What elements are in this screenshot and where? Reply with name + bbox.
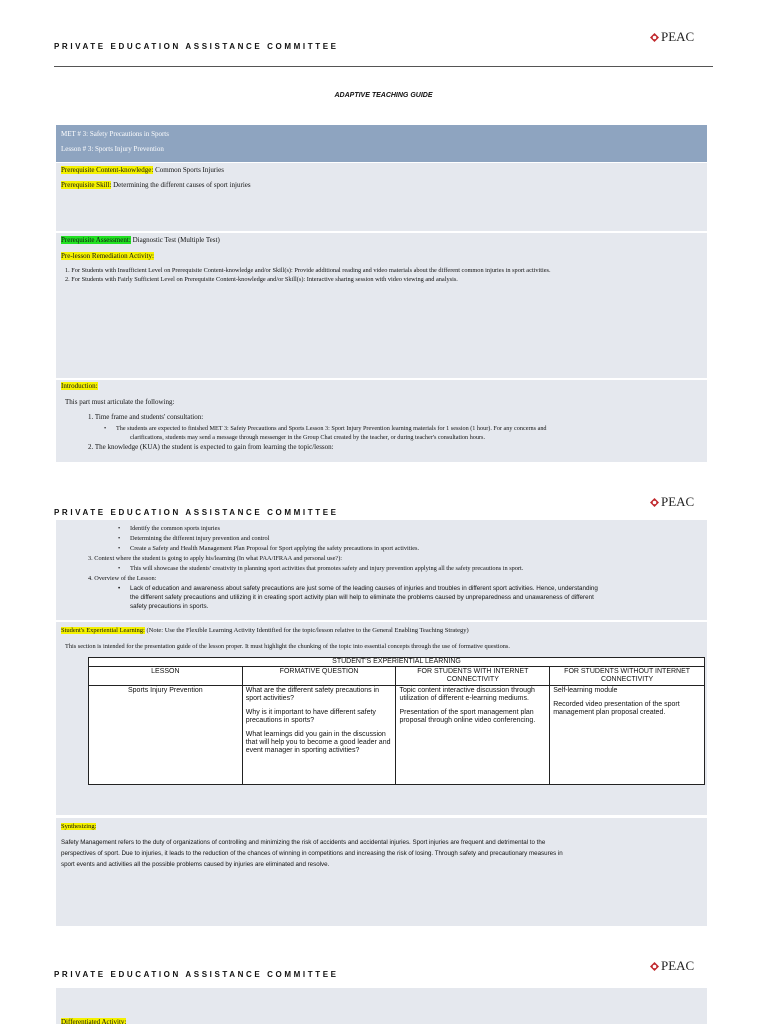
col-header-internet: FOR STUDENTS WITH INTERNET CONNECTIVITY	[396, 667, 550, 686]
prereq-content: Prerequisite Content-knowledge: Common Sports Injuries	[61, 166, 224, 174]
peac-logo-p2	[650, 494, 694, 510]
synth-line-1: Safety Management refers to the duty of organizations of controlling and minimizing the risk of accidents and accidental injuries. Sport injuries are frequent and detrimental to the	[61, 839, 546, 846]
kua-bullet-3: • Create a Safety and Health Management Plan Proposal for Sport applying the safety precautions in sport activities.	[118, 545, 420, 552]
overview-item: 4. Overview of the Lesson:	[88, 575, 157, 582]
cell-with-internet: Topic content interactive discussion through utilization of different e-learning mediums. Presentation of the sport management plan proposal through online video conferencing.	[396, 686, 550, 785]
lesson-title: Lesson # 3: Sports Injury Prevention	[61, 145, 164, 153]
intro-item-1: 1. Time frame and students' consultation:	[88, 413, 204, 421]
met-title: MET # 3: Safety Precautions in Sports	[61, 130, 169, 138]
org-name-p3: PRIVATE EDUCATION ASSISTANCE COMMITTEE	[54, 970, 339, 979]
peac-logo-text: PEAC	[661, 494, 695, 509]
context-item: 3. Context where the student is going to apply his/learning (In what PAA/IFRAA and personal use?):	[88, 555, 343, 562]
experiential-lead: This section is intended for the presentation guide of the lesson proper. It must highlight the chunking of the topic into essential concepts through the use of formative questions.	[65, 643, 510, 650]
met-band	[56, 125, 707, 162]
intro-lead: This part must articulate the following:	[65, 398, 175, 406]
synthesizing-label: Synthesizing:	[61, 823, 97, 830]
col-header-question: FORMATIVE QUESTION	[242, 667, 396, 686]
overview-bullet-cont-2: safety precautions in sports.	[130, 603, 209, 610]
peac-logo-p3	[650, 958, 694, 974]
experiential-table	[88, 657, 705, 785]
cell-lesson: Sports Injury Prevention	[89, 686, 243, 785]
next-section-label: Differentiated Activity:	[61, 1018, 127, 1024]
intro-item-1-bullet: • The students are expected to finished MET 3: Safety Precautions and Sports Lesson 3: Sport Injury Prevention learning materials for 1 session (1 hour). For any concerns and	[104, 425, 547, 432]
overview-bullet: • Lack of education and awareness about safety precautions are just some of the leading causes of injuries and troubles in different sport activities. Hence, understanding	[118, 585, 598, 592]
context-bullet: • This will showcase the students' creativity in planning sport activities that promotes safety and injury prevention applying all the safety precautions in sport.	[118, 565, 524, 572]
peac-logo-text: PEAC	[661, 29, 695, 44]
doc-title: ADAPTIVE TEACHING GUIDE	[334, 92, 433, 99]
peac-logo-icon	[650, 498, 659, 507]
intro-label: Introduction:	[61, 382, 98, 390]
cell-questions: What are the different safety precautions in sport activities? Why is it important to have different safety precautions in sports? What learnings did you gain in the discussion that will help you to become a good leader and event manager in sporting activities?	[242, 686, 396, 785]
prereq-skill: Prerequisite Skill: Determining the different causes of sport injuries	[61, 181, 251, 189]
kua-bullet-1: • Identify the common sports injuries	[118, 525, 220, 532]
remediation-label: Pre-lesson Remediation Activity:	[61, 252, 154, 260]
peac-logo-icon	[650, 33, 659, 42]
remediation-item-1: 1. For Students with Insufficient Level on Prerequisite Content-knowledge and/or Skill(s): Provide additional reading and video materials about the different common injuries in sport activities.	[65, 267, 551, 274]
table-title: STUDENT'S EXPERIENTIAL LEARNING	[89, 658, 705, 667]
peac-logo-text: PEAC	[661, 958, 695, 973]
col-header-no-internet: FOR STUDENTS WITHOUT INTERNET CONNECTIVITY	[550, 667, 705, 686]
synth-line-3: sport events and activities all the possible problems caused by injuries are eliminated and resolve.	[61, 861, 330, 868]
intro-item-2: 2. The knowledge (KUA) the student is expected to gain from learning the topic/lesson:	[88, 443, 334, 451]
header-rule	[54, 66, 713, 67]
remediation-item-2: 2. For Students with Fairly Sufficient Level on Prerequisite Content-knowledge and/or Skill(s): Interactive sharing session with video viewing and analysis.	[65, 276, 458, 283]
prereq-assessment: Prerequisite Assessment: Diagnostic Test (Multiple Test)	[61, 236, 220, 244]
synth-line-2: perspectives of sport. Due to injuries, it leads to the reduction of the chances of winning in competitions and increasing the risk of losing. Through safety and precautionary measures in	[61, 850, 563, 857]
org-name: PRIVATE EDUCATION ASSISTANCE COMMITTEE	[54, 42, 339, 51]
peac-logo-icon	[650, 962, 659, 971]
peac-logo	[650, 29, 694, 45]
overview-bullet-cont-1: the different safety precautions and utilizing it in creating sport activity plan will help to eliminate the problems caused by unpreparedness and unawareness of different	[130, 594, 594, 601]
col-header-lesson: LESSON	[89, 667, 243, 686]
next-section	[56, 988, 707, 1024]
cell-without-internet: Self-learning module Recorded video presentation of the sport management plan proposal created.	[550, 686, 705, 785]
synthesizing-section	[56, 818, 707, 926]
kua-bullet-2: • Determining the different injury prevention and control	[118, 535, 270, 542]
table-row	[89, 686, 705, 785]
org-name-p2: PRIVATE EDUCATION ASSISTANCE COMMITTEE	[54, 508, 339, 517]
experiential-label: Student's Experiential Learning: (Note: Use the Flexible Learning Activity Identified for the topic/lesson relative to the General Enabling Teaching Strategy)	[61, 627, 469, 634]
intro-item-1-bullet-cont: clarifications, students may send a message through messenger in the Group Chat created by the teacher, or during teacher's consultation hours.	[130, 434, 485, 441]
